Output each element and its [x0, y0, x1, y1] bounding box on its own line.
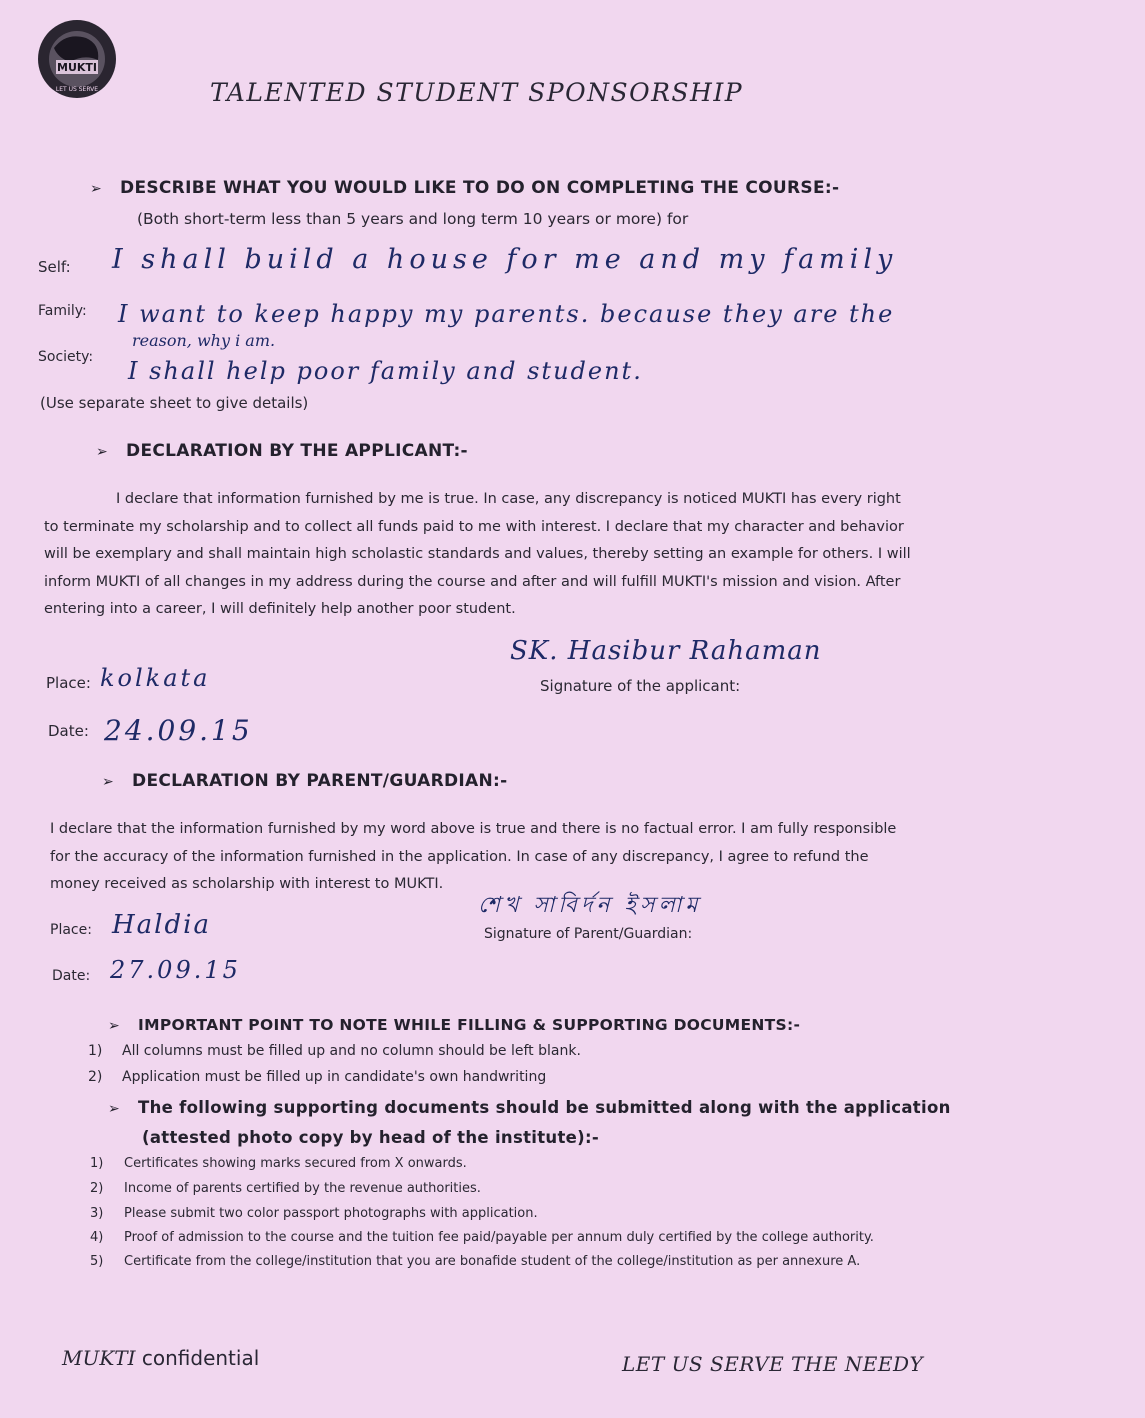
society-value: I shall help poor family and student. — [128, 357, 643, 385]
parent-date-label: Date: — [52, 968, 91, 984]
page-title: TALENTED STUDENT SPONSORSHIP — [210, 78, 744, 107]
arrow-bullet-icon: ➢ — [102, 774, 115, 790]
course-subheading: (Both short-term less than 5 years and long term 10 years or more) for — [137, 210, 689, 228]
list-item: 2) Income of parents certified by the revenue authorities. — [90, 1181, 481, 1196]
society-label: Society: — [38, 349, 94, 365]
important-heading: ➢ IMPORTANT POINT TO NOTE WHILE FILLING & SUPPORTING DOCUMENTS:- — [108, 1016, 801, 1034]
details-note: (Use separate sheet to give details) — [40, 394, 309, 412]
family-value: I want to keep happy my parents. because they are the — [118, 300, 895, 328]
applicant-declaration-text: I declare that information furnished by me is true. In case, any discrepancy is noticed MUKTI has every right to terminate my scholarship and to collect all funds paid to me with interest. I declare that my character and behavior will be exemplary and shall maintain high scholastic standards and values, thereby setting an example for others. I will inform MUKTI of all changes in my address during the course and after and will fulfill MUKTI's mission and vision. After entering into a career, I will definitely help another poor student. — [44, 491, 911, 617]
applicant-place-value: kolkata — [100, 664, 211, 692]
list-item: 3) Please submit two color passport photographs with application. — [90, 1206, 538, 1221]
arrow-bullet-icon: ➢ — [90, 181, 103, 197]
list-item: 5) Certificate from the college/institution that you are bonafide student of the college/institution as per annexure A. — [90, 1254, 861, 1269]
arrow-bullet-icon: ➢ — [108, 1018, 121, 1034]
parent-signature: শেখ সাবির্দন ইসলাম — [478, 893, 702, 918]
family-value-continued: reason, why i am. — [132, 331, 276, 350]
list-item: 2) Application must be filled up in candidate's own handwriting — [88, 1069, 547, 1085]
footer-confidential: MUKTI confidential — [62, 1346, 260, 1370]
documents-heading: ➢ The following supporting documents should be submitted along with the application — [108, 1098, 951, 1117]
self-label: Self: — [38, 258, 71, 276]
list-item: 1) Certificates showing marks secured from X onwards. — [90, 1156, 467, 1171]
parent-signature-label: Signature of Parent/Guardian: — [484, 926, 693, 942]
documents-heading-continued: (attested photo copy by head of the institute):- — [142, 1128, 600, 1147]
arrow-bullet-icon: ➢ — [96, 444, 109, 460]
applicant-date-value: 24.09.15 — [104, 714, 253, 747]
course-heading: ➢ DESCRIBE WHAT YOU WOULD LIKE TO DO ON COMPLETING THE COURSE:- — [90, 178, 840, 198]
applicant-date-label: Date: — [48, 722, 89, 740]
svg-text:MUKTI: MUKTI — [57, 61, 97, 74]
family-label: Family: — [38, 303, 87, 319]
applicant-signature: SK. Hasibur Rahaman — [510, 636, 822, 666]
applicant-signature-label: Signature of the applicant: — [540, 677, 741, 695]
parent-declaration-text: I declare that the information furnished by my word above is true and there is no factual error. I am fully responsible for the accuracy of the information furnished in the application. In case of any discrepancy, I agree to refund the money received as scholarship with interest to MUKTI. — [50, 821, 897, 892]
svg-text:LET US SERVE: LET US SERVE — [55, 86, 99, 93]
applicant-place-label: Place: — [46, 674, 91, 692]
arrow-bullet-icon: ➢ — [108, 1101, 121, 1117]
parent-declaration-heading: ➢ DECLARATION BY PARENT/GUARDIAN:- — [102, 771, 508, 791]
parent-date-value: 27.09.15 — [110, 956, 241, 984]
parent-place-value: Haldia — [112, 910, 211, 940]
mukti-logo — [36, 18, 118, 100]
footer-motto: LET US SERVE THE NEEDY — [622, 1352, 924, 1376]
applicant-declaration-heading: ➢ DECLARATION BY THE APPLICANT:- — [96, 441, 468, 461]
list-item: 4) Proof of admission to the course and the tuition fee paid/payable per annum duly certified by the college authority. — [90, 1230, 874, 1245]
parent-place-label: Place: — [50, 922, 92, 938]
list-item: 1) All columns must be filled up and no column should be left blank. — [88, 1043, 581, 1059]
self-value: I shall build a house for me and my family — [112, 244, 898, 275]
